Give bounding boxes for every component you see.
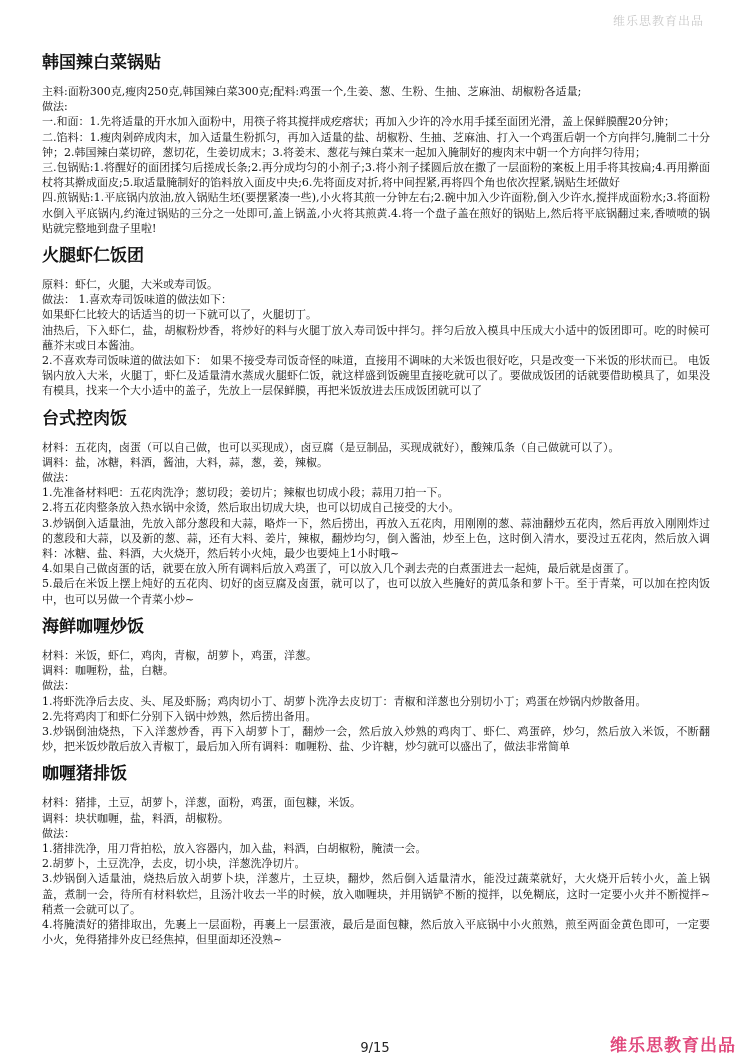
paragraph: 2.将五花肉整条放入热水锅中氽烫，然后取出切成大块，也可以切成自己接受的大小。 [42, 501, 460, 515]
paragraph: 如果虾仁比较大的话适当的切一下就可以了，火腿切丁。 [42, 308, 317, 322]
recipe-content [42, 52, 710, 956]
paragraph: 三.包锅贴:1.将醒好的面团揉匀后搓成长条;2.再分成均匀的小剂子;3.将小剂子揉圆后放在撒了一层面粉的案板上用手将其按扁;4.再用擀面杖将其擀成面皮;5.取适量腌制好的馅料放入面皮中央;6.先将面皮对折,将中间捏紧,再将四个角也依次捏紧,锅贴生坯做好 [42, 161, 710, 190]
paragraph: 1.先准备材料吧：五花肉洗净；葱切段；姜切片；辣椒也切成小段；蒜用刀拍一下。 [42, 486, 449, 500]
recipe-section [42, 245, 710, 399]
paragraph: 调料：盐，冰糖，料酒，酱油，大料，蒜，葱，姜，辣椒。 [42, 455, 328, 469]
paragraph: 1.将虾洗净后去皮、头、尾及虾肠；鸡肉切小丁、胡萝卜洗净去皮切丁：青椒和洋葱也分别切小丁；鸡蛋在炒锅内炒散备用。 [42, 694, 647, 708]
footer-watermark: 维乐思教育出品 [610, 1036, 736, 1056]
page-number: 9/15 [360, 1041, 390, 1056]
paragraph: 做法： [42, 679, 75, 693]
recipe-section [42, 408, 710, 607]
section-title: 火腿虾仁饭团 [42, 246, 144, 267]
paragraph: 2.不喜欢寿司饭味道的做法如下： 如果不接受寿司饭奇怪的味道，直接用不调味的大米饭也很好吃，只是改变一下米饭的形状而已。 电饭锅内放入大米，火腿丁，虾仁及适量清水蒸成火腿虾仁饭，就这样盛到饭碗里直接吃就可以了。要做成饭团的话就要借助模具了，如果没有模具，找来一个大小适中的盖子，先放上一层保鲜膜，再把米饭放进去压成饭团就可以了 [42, 354, 710, 398]
paragraph: 2.先将鸡肉丁和虾仁分别下入锅中炒熟，然后捞出备用。 [42, 709, 317, 723]
paragraph: 3.炒锅倒入适量油，先放入部分葱段和大蒜，略炸一下，然后捞出，再放入五花肉，用刚刚的葱、蒜油翻炒五花肉，然后再放入刚刚炸过的葱段和大蒜，以及新的葱、蒜，还有大料、姜片，辣椒，翻炒均匀，倒入酱油，炒至上色，这时倒入清水，要没过五花肉，然后放入调料：冰糖、盐、料酒，大火烧开，然后转小火炖，最少也要炖上1小时哦~ [42, 516, 710, 561]
paragraph: 2.胡萝卜，土豆洗净，去皮，切小块，洋葱洗净切片。 [42, 857, 306, 871]
paragraph: 4.将腌渍好的猪排取出，先裹上一层面粉，再裹上一层蛋液，最后是面包糠，然后放入平底锅中小火煎熟，煎至两面金黄色即可，一定要小火，免得猪排外皮已经焦掉，但里面却还没熟~ [42, 917, 710, 947]
section-title: 海鲜咖喱炒饭 [42, 616, 144, 637]
paragraph: 做法： [42, 471, 75, 485]
paragraph: 一.和面：1.先将适量的开水加入面粉中，用筷子将其搅拌成疙瘩状；再加入少许的冷水用手揉至面团光滑，盖上保鲜膜醒20分钟； [42, 115, 675, 129]
section-title: 台式控肉饭 [42, 408, 127, 429]
paragraph: 油热后，下入虾仁，盐，胡椒粉炒香，将炒好的料与火腿丁放入寿司饭中拌匀。拌匀后放入模具中压成大小适中的饭团即可。吃的时候可蘸芥末或日本酱油。 [42, 323, 710, 352]
paragraph: 3.炒锅倒入适量油，烧热后放入胡萝卜块，洋葱片，土豆块，翻炒，然后倒入适量清水，能没过蔬菜就好，大火烧开后转小火，盖上锅盖，煮制一会，待所有材料软烂，且汤汁收去一半的时候，放入咖喱块，并用锅铲不断的搅拌，以免糊底，这时一定要小火并不断搅拌~稍煮一会就可以了。 [42, 872, 710, 916]
section-title: 咖喱猪排饭 [42, 764, 127, 785]
header-watermark: 维乐思教育出品 [612, 14, 704, 28]
section-title: 韩国辣白菜锅贴 [42, 53, 161, 73]
paragraph: 材料：米饭，虾仁，鸡肉，青椒，胡萝卜，鸡蛋，洋葱。 [42, 648, 317, 662]
paragraph: 主料:面粉300克,瘦肉250克,韩国辣白菜300克;配料:鸡蛋一个,生姜、葱、生粉、生抽、芝麻油、胡椒粉各适量; [42, 85, 582, 98]
paragraph: 调料：块状咖喱，盐，料酒，胡椒粉。 [42, 811, 229, 825]
paragraph: 材料：五花肉，卤蛋（可以自己做，也可以买现成），卤豆腐（是豆制品，买现成就好），酸辣瓜条（自己做就可以了）。 [42, 440, 620, 454]
paragraph: 调料：咖喱粉，盐，白糖。 [42, 664, 174, 678]
paragraph: 四.煎锅贴:1.平底锅内放油,放入锅贴生坯(要摆紧凑一些),小火将其煎一分钟左右;2.碗中加入少许面粉,倒入少许水,搅拌成面粉水;3.将面粉水倒入平底锅内,约淹过锅贴的三分之一处即可,盖上锅盖,小火将其煎黄.4.将一个盘子盖在煎好的锅贴上,然后将平底锅翻过来,香喷喷的锅贴就完整地到盘子里啦! [42, 191, 710, 235]
paragraph: 做法： 1.喜欢寿司饭味道的做法如下： [42, 293, 232, 307]
paragraph: 4.如果自己做卤蛋的话，就要在放入所有调料后放入鸡蛋了，可以放入几个剥去壳的白煮蛋进去一起炖，最后就是卤蛋了。 [42, 562, 636, 576]
paragraph: 1.猪排洗净，用刀背拍松，放入容器内，加入盐，料酒，白胡椒粉，腌渍一会。 [42, 841, 427, 855]
paragraph: 材料：猪排，土豆，胡萝卜，洋葱，面粉，鸡蛋，面包糠，米饭。 [42, 796, 361, 810]
recipe-section [42, 763, 710, 947]
recipe-section [42, 616, 710, 754]
recipe-section [42, 52, 710, 236]
paragraph: 二.馅料：1.瘦肉剁碎成肉末，加入适量生粉抓匀，再加入适量的盐、胡椒粉、生抽、芝麻油、打入一个鸡蛋后朝一个方向拌匀,腌制二十分钟；2.韩国辣白菜切碎，葱切花，生姜切成末；3.将姜末、葱花与辣白菜末一起加入腌制好的瘦肉末中朝一个方向拌匀待用； [42, 130, 710, 159]
paragraph: 5.最后在米饭上摆上炖好的五花肉、切好的卤豆腐及卤蛋，就可以了，也可以放入些腌好的黄瓜条和萝卜干。至于青菜，可以加在控肉饭中，也可以另做一个青菜小炒~ [42, 577, 710, 606]
paragraph: 3.炒锅倒油烧热，下入洋葱炒香，再下入胡萝卜丁，翻炒一会，然后放入炒熟的鸡肉丁、虾仁、鸡蛋碎，炒匀，然后放入米饭，不断翻炒，把米饭炒散后放入青椒丁，最后加入所有调料：咖喱粉、盐、少许糖，炒匀就可以盛出了，做法非常简单 [42, 724, 710, 754]
paragraph: 原料：虾仁，火腿，大米或寿司饭。 [42, 278, 218, 292]
paragraph: 做法: [42, 100, 68, 114]
paragraph: 做法： [42, 826, 75, 840]
